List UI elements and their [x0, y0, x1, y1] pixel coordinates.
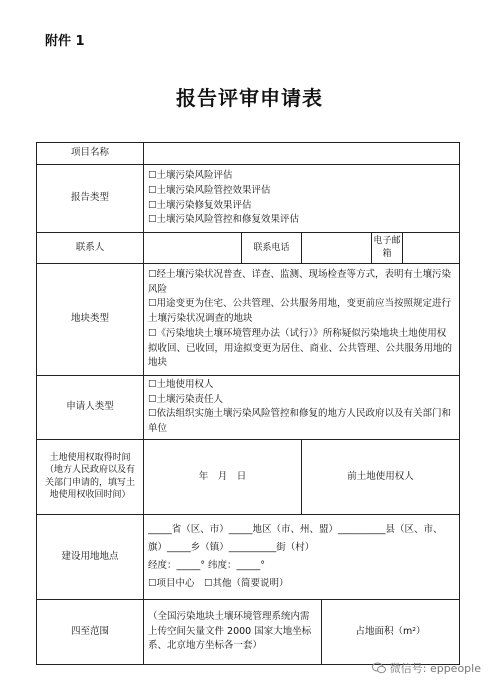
row-location: [37, 514, 460, 599]
former-holder-label[interactable]: 前土地使用权人: [302, 439, 460, 514]
boundary-label: 四至范围: [37, 599, 144, 664]
email-cell[interactable]: [372, 233, 460, 264]
report-type-option[interactable]: ☐土壤污染风险管控和修复效果评估: [148, 214, 300, 226]
boundary-note[interactable]: （全国污染地块土壤环境管理系统内需上传空间矢量文件 2000 国家大地坐标系、北京地方坐标各一套）: [144, 599, 322, 664]
applicant-type-options: [144, 376, 460, 440]
coordinates-line[interactable]: 经度：_____° 纬度：_____°: [148, 559, 266, 571]
application-form-table: [36, 142, 460, 665]
location-label: 建设用地地点: [37, 514, 144, 599]
row-report-type: [37, 165, 460, 233]
coordinate-options[interactable]: ☐项目中心 ☐其他（简要说明）: [148, 577, 289, 589]
attachment-label: 附件 1: [45, 34, 85, 49]
row-plot-type: [37, 264, 460, 376]
land-time-date[interactable]: 年 月 日: [144, 439, 302, 514]
applicant-type-option[interactable]: ☐依法组织实施土壤污染风险管控和修复的地方人民政府以及有关部门和单位: [148, 408, 452, 435]
contact-label: 联系人: [37, 233, 144, 264]
applicant-type-option[interactable]: ☐土地使用权人: [148, 379, 214, 390]
phone-label: 联系电话: [242, 233, 302, 264]
area-label[interactable]: 占地面积（m²）: [322, 599, 460, 664]
report-type-option[interactable]: ☐土壤污染修复效果评估: [148, 199, 252, 211]
row-land-time: [37, 439, 460, 514]
report-type-option[interactable]: ☐土壤污染风险管控效果评估: [148, 184, 271, 196]
row-project-name: [37, 143, 460, 165]
plot-type-options: [144, 264, 460, 376]
land-time-label: 土地使用权取得时间（地方人民政府以及有关部门申请的，填写土地使用权收回时间）: [37, 439, 144, 514]
address-line[interactable]: _____省（区、市）_____地区（市、州、盟）__________县（区、市、旗）_____乡（镇）__________街（村）: [148, 523, 443, 553]
project-name-label: 项目名称: [37, 143, 144, 165]
plot-type-option[interactable]: ☐《污染地块土壤环境管理办法（试行）》所称疑似污染地块土地使用权拟收回、已收回，用途拟变更为居住、商业、公共管理、公共服务用地的地块: [148, 327, 453, 369]
watermark-text: 微信号: eppeople: [389, 662, 481, 675]
project-name-field[interactable]: [144, 143, 460, 165]
applicant-type-option[interactable]: ☐土壤污染责任人: [148, 393, 224, 405]
row-boundary: [37, 599, 460, 664]
row-applicant-type: [37, 376, 460, 440]
wechat-watermark: [372, 660, 481, 676]
page-title: 报告评审申请表: [176, 86, 323, 110]
report-type-option[interactable]: ☐土壤污染风险评估: [148, 170, 233, 182]
wechat-icon: [372, 662, 386, 674]
plot-type-option[interactable]: ☐经土壤污染状况普查、详查、监测、现场检查等方式，表明有土壤污染风险: [148, 268, 452, 295]
contact-field[interactable]: [144, 233, 242, 264]
row-contact: [37, 233, 460, 264]
location-fields[interactable]: [144, 514, 460, 599]
report-type-label: 报告类型: [37, 165, 144, 233]
applicant-type-label: 申请人类型: [37, 376, 144, 440]
email-label: 电子邮箱: [372, 233, 403, 263]
phone-field[interactable]: [302, 233, 372, 264]
plot-type-label: 地块类型: [37, 264, 144, 376]
plot-type-option[interactable]: ☐用途变更为住宅、公共管理、公共服务用地，变更前应当按照规定进行土壤污染状况调查的地块: [148, 298, 452, 325]
report-type-options: [144, 165, 460, 233]
